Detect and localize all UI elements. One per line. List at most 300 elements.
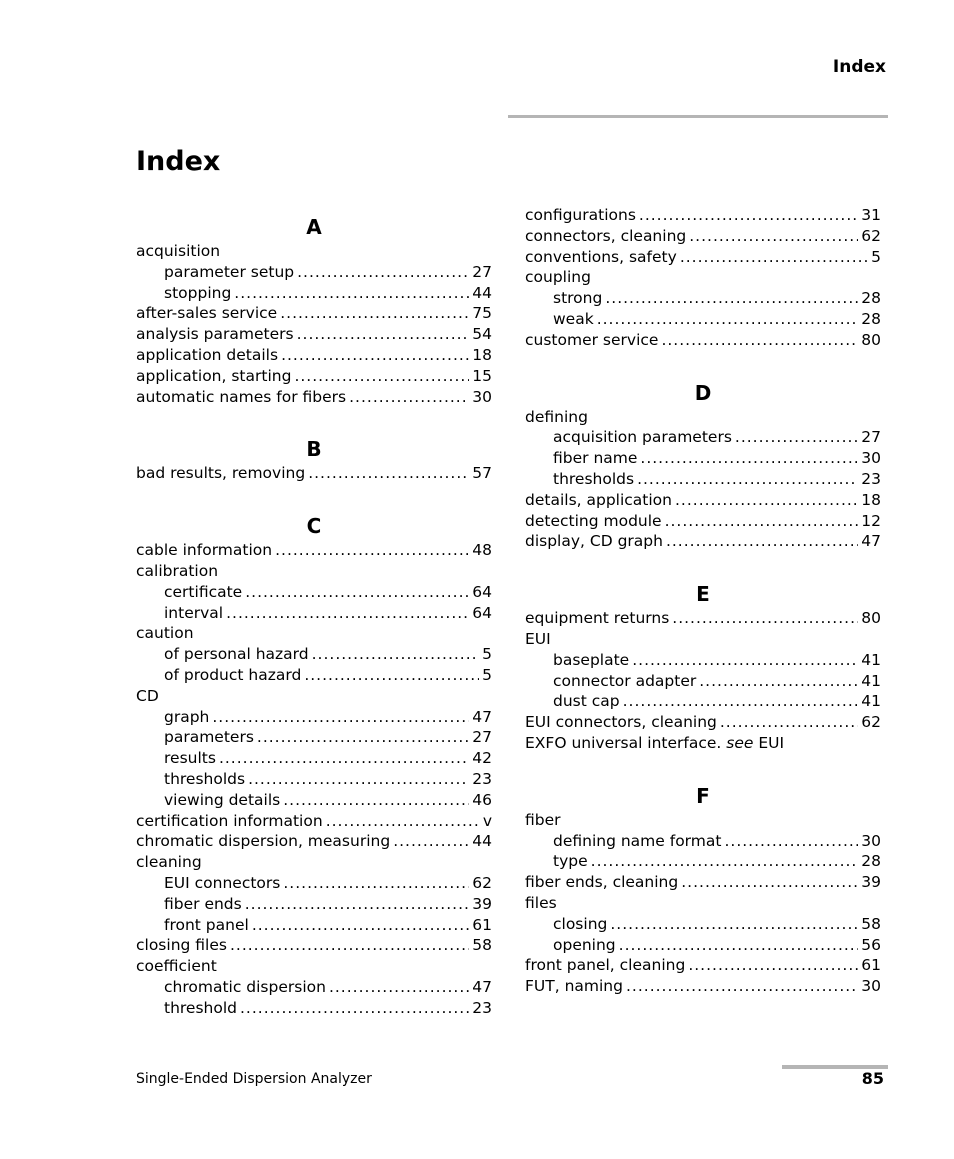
entry-term (164, 283, 231, 304)
page-ref: 27 (861, 428, 881, 447)
entry-text: interval (164, 603, 224, 622)
index-subentry (525, 469, 881, 490)
index-entry (525, 955, 881, 976)
page-ref: 62 (861, 226, 881, 245)
dot-leader (248, 769, 469, 790)
section-gap (136, 407, 492, 425)
entry-text: EUI connectors, cleaning (525, 713, 717, 732)
index-subentry (525, 427, 881, 448)
entry-text: results (164, 749, 216, 768)
dot-leader (626, 976, 858, 997)
index-entry (525, 733, 881, 754)
page-ref: 64 (472, 582, 492, 601)
entry-term (164, 603, 223, 624)
entry-text: defining (525, 407, 588, 426)
entry-term (525, 712, 717, 733)
page-ref: 80 (861, 330, 881, 349)
dot-leader (240, 998, 469, 1019)
index-entry (136, 956, 492, 977)
entry-term (136, 811, 323, 832)
entry-text: fiber name (553, 449, 638, 468)
entry-text: of personal hazard (164, 645, 309, 664)
entry-text: certificate (164, 582, 243, 601)
page-ref: 18 (861, 490, 881, 509)
entry-text: conventions, safety (525, 247, 677, 266)
index-entry (136, 623, 492, 644)
page-ref: 28 (861, 852, 881, 871)
entry-term (553, 650, 629, 671)
page-ref: 5 (482, 665, 492, 684)
entry-term (164, 644, 309, 665)
page-ref: 54 (472, 325, 492, 344)
dot-leader (640, 448, 858, 469)
index-entry (525, 205, 881, 226)
entry-text: application details (136, 345, 279, 364)
entry-text: type (553, 852, 588, 871)
index-section (525, 552, 881, 754)
entry-text: weak (553, 309, 594, 328)
index-subentry (136, 665, 492, 686)
entry-text: dust cap (553, 692, 620, 711)
page-ref: 23 (472, 998, 492, 1017)
page-title: Index (136, 146, 221, 177)
page-ref: 5 (482, 645, 492, 664)
index-subentry (136, 283, 492, 304)
index-section (136, 484, 492, 1018)
entry-term (553, 448, 637, 469)
index-entry (136, 324, 492, 345)
entry-term (525, 330, 658, 351)
index-entry (525, 226, 881, 247)
page-ref: 5 (871, 247, 881, 266)
dot-leader (681, 872, 858, 893)
index-entry (525, 267, 881, 288)
page-ref: 39 (861, 873, 881, 892)
index-entry (136, 831, 492, 852)
page-ref: v (482, 811, 492, 830)
entry-text: caution (136, 624, 194, 643)
index-entry (136, 561, 492, 582)
index-entry (525, 531, 881, 552)
index-section (136, 407, 492, 484)
page-ref: 58 (472, 936, 492, 955)
section-letter: C (306, 514, 322, 539)
page-ref: 41 (861, 650, 881, 669)
page-number: 85 (861, 1069, 884, 1088)
dot-leader (281, 345, 469, 366)
dot-leader (639, 205, 858, 226)
index-entry (525, 629, 881, 650)
entry-text: EUI connectors (164, 873, 281, 892)
index-subentry (136, 769, 492, 790)
entry-term (164, 582, 242, 603)
entry-term (136, 366, 291, 387)
entry-text: viewing details (164, 790, 281, 809)
header-rule (508, 115, 888, 118)
index-subentry (136, 582, 492, 603)
entry-term (136, 686, 159, 707)
index-column-right (525, 205, 881, 997)
index-subentry (525, 831, 881, 852)
page-ref: 30 (861, 977, 881, 996)
dot-leader (661, 330, 858, 351)
dot-leader (245, 894, 470, 915)
dot-leader (632, 650, 858, 671)
index-entry (136, 366, 492, 387)
dot-leader (308, 463, 469, 484)
entry-term (164, 769, 245, 790)
entry-text: graph (164, 707, 210, 726)
page-ref: 44 (472, 283, 492, 302)
entry-term (525, 490, 672, 511)
entry-term (525, 267, 591, 288)
dot-leader (280, 303, 469, 324)
dot-leader (610, 914, 858, 935)
dot-leader (297, 262, 469, 283)
page-ref: 46 (472, 790, 492, 809)
dot-leader (688, 955, 858, 976)
dot-leader (597, 309, 859, 330)
entry-text: CD (136, 686, 159, 705)
dot-leader (680, 247, 868, 268)
index-entry (525, 893, 881, 914)
see-label: see (726, 733, 754, 752)
index-subentry (136, 873, 492, 894)
entry-text: connector adapter (553, 671, 697, 690)
index-entry (136, 241, 492, 262)
entry-term (164, 998, 237, 1019)
index-entry (525, 712, 881, 733)
index-subentry (525, 691, 881, 712)
entry-text: closing files (136, 936, 227, 955)
dot-leader (666, 531, 858, 552)
index-subentry (525, 914, 881, 935)
dot-leader (226, 603, 469, 624)
entry-text: coefficient (136, 957, 217, 976)
index-column-left (136, 205, 492, 1019)
dot-leader (312, 644, 480, 665)
entry-term (525, 893, 557, 914)
index-entry (136, 387, 492, 408)
entry-term (164, 790, 280, 811)
running-head: Index (832, 57, 886, 77)
entry-term (553, 914, 607, 935)
dot-leader (349, 387, 469, 408)
index-subentry (525, 288, 881, 309)
entry-text: application, starting (136, 366, 292, 385)
page-ref: 61 (861, 956, 881, 975)
page-ref: 41 (861, 692, 881, 711)
entry-term (164, 665, 301, 686)
index-entry (525, 330, 881, 351)
dot-leader (393, 831, 469, 852)
index-entry (525, 247, 881, 268)
entry-term (525, 407, 588, 428)
entry-text: calibration (136, 561, 219, 580)
page-ref: 42 (472, 749, 492, 768)
entry-text: analysis parameters (136, 325, 294, 344)
dot-leader (297, 324, 470, 345)
entry-text: connectors, cleaning (525, 226, 687, 245)
entry-text: threshold (164, 998, 237, 1017)
entry-text: EXFO universal interface. (525, 733, 722, 752)
dot-leader (672, 608, 858, 629)
entry-text: files (525, 893, 557, 912)
index-entry (136, 935, 492, 956)
section-letter: F (696, 783, 710, 808)
entry-text: thresholds (553, 469, 635, 488)
entry-term (525, 247, 677, 268)
index-subentry (136, 748, 492, 769)
index-entry (136, 345, 492, 366)
dot-leader (252, 915, 469, 936)
entry-term (553, 671, 696, 692)
entry-term (136, 387, 346, 408)
index-subentry (136, 894, 492, 915)
entry-term (164, 873, 280, 894)
entry-term (553, 691, 620, 712)
index-entry (525, 407, 881, 428)
index-subentry (525, 650, 881, 671)
index-subentry (136, 707, 492, 728)
index-subentry (136, 727, 492, 748)
entry-term (136, 345, 278, 366)
entry-term (553, 427, 732, 448)
entry-term (553, 935, 616, 956)
entry-text: bad results, removing (136, 464, 306, 483)
dot-leader (623, 691, 859, 712)
page-ref: 23 (861, 469, 881, 488)
index-entry (525, 872, 881, 893)
entry-term (136, 561, 218, 582)
entry-text: chromatic dispersion, measuring (136, 832, 391, 851)
page-ref: 23 (472, 769, 492, 788)
entry-term (553, 288, 602, 309)
entry-text: front panel (164, 915, 249, 934)
index-entry (136, 540, 492, 561)
dot-leader (637, 469, 858, 490)
entry-text: EUI (525, 629, 551, 648)
section-gap (525, 552, 881, 570)
index-subentry (136, 998, 492, 1019)
page-ref: 80 (861, 609, 881, 628)
section-gap (525, 351, 881, 369)
entry-term (136, 852, 202, 873)
entry-term (136, 935, 227, 956)
entry-text: front panel, cleaning (525, 956, 686, 975)
entry-term (525, 955, 685, 976)
entry-term (164, 915, 249, 936)
entry-text: cleaning (136, 853, 202, 872)
section-letter: B (306, 437, 322, 462)
dot-leader (720, 712, 858, 733)
entry-text: baseplate (553, 650, 630, 669)
page-ref: 28 (861, 309, 881, 328)
index-entry (136, 686, 492, 707)
entry-text: detecting module (525, 511, 662, 530)
page-ref: 12 (861, 511, 881, 530)
entry-text: automatic names for fibers (136, 387, 347, 406)
index-entry (525, 490, 881, 511)
entry-term (525, 226, 686, 247)
entry-term (525, 733, 784, 754)
entry-text: fiber ends (164, 894, 242, 913)
entry-text: closing (553, 914, 608, 933)
entry-text: after-sales service (136, 304, 278, 323)
dot-leader (257, 727, 469, 748)
dot-leader (675, 490, 858, 511)
page-ref: 61 (472, 915, 492, 934)
dot-leader (619, 935, 859, 956)
entry-term (136, 956, 217, 977)
section-letter: D (694, 380, 712, 405)
dot-leader (329, 977, 469, 998)
entry-term (164, 894, 242, 915)
page-ref: 62 (861, 713, 881, 732)
entry-term (553, 469, 634, 490)
entry-text: parameter setup (164, 262, 295, 281)
entry-text: of product hazard (164, 665, 302, 684)
index-entry (136, 811, 492, 832)
entry-term (136, 540, 272, 561)
page-ref: 47 (472, 707, 492, 726)
dot-leader (735, 427, 858, 448)
dot-leader (326, 811, 480, 832)
index-subentry (136, 790, 492, 811)
page-ref: 28 (861, 289, 881, 308)
index-entry (525, 976, 881, 997)
entry-term (525, 205, 636, 226)
page-ref: 48 (472, 541, 492, 560)
index-subentry (525, 448, 881, 469)
entry-term (525, 531, 663, 552)
entry-term (164, 707, 209, 728)
page-ref: 47 (861, 532, 881, 551)
entry-text: FUT, naming (525, 977, 623, 996)
entry-term (553, 309, 594, 330)
entry-term (525, 511, 662, 532)
page-ref: 64 (472, 603, 492, 622)
footer-title: Single-Ended Dispersion Analyzer (136, 1071, 372, 1087)
index-subentry (525, 935, 881, 956)
entry-text: equipment returns (525, 609, 670, 628)
entry-text: fiber (525, 810, 561, 829)
entry-term (164, 727, 254, 748)
entry-text: details, application (525, 490, 672, 509)
entry-term (136, 463, 305, 484)
entry-text: defining name format (553, 831, 722, 850)
index-section (525, 205, 881, 351)
index-entry (136, 852, 492, 873)
index-subentry (525, 851, 881, 872)
dot-leader (212, 707, 469, 728)
entry-term (164, 748, 216, 769)
entry-text: opening (553, 935, 616, 954)
entry-text: strong (553, 289, 603, 308)
entry-text: cable information (136, 541, 273, 560)
entry-term (525, 810, 561, 831)
page-ref: 18 (472, 345, 492, 364)
page-ref: 31 (861, 206, 881, 224)
entry-term (553, 851, 588, 872)
section-letter: A (306, 215, 322, 239)
entry-term (525, 872, 678, 893)
entry-text: fiber ends, cleaning (525, 873, 679, 892)
see-target: EUI (758, 733, 785, 752)
dot-leader (230, 935, 469, 956)
dot-leader (591, 851, 859, 872)
dot-leader (689, 226, 858, 247)
index-subentry (136, 644, 492, 665)
entry-text: display, CD graph (525, 532, 663, 551)
dot-leader (245, 582, 469, 603)
entry-text: chromatic dispersion (164, 977, 326, 996)
index-subentry (525, 309, 881, 330)
page-ref: 44 (472, 832, 492, 851)
dot-leader (283, 873, 469, 894)
dot-leader (219, 748, 469, 769)
entry-text: acquisition (136, 242, 221, 260)
entry-term (136, 324, 294, 345)
page-ref: 27 (472, 728, 492, 747)
index-entry (136, 463, 492, 484)
entry-text: configurations (525, 206, 636, 224)
dot-leader (294, 366, 469, 387)
entry-term (164, 262, 294, 283)
entry-term (136, 623, 194, 644)
dot-leader (304, 665, 479, 686)
page-ref: 62 (472, 873, 492, 892)
page-ref: 56 (861, 935, 881, 954)
entry-text: parameters (164, 728, 254, 747)
entry-text: acquisition parameters (553, 428, 732, 447)
dot-leader (605, 288, 858, 309)
page-ref: 15 (472, 366, 492, 385)
dot-leader (234, 283, 469, 304)
page-ref: 39 (472, 894, 492, 913)
entry-term (164, 977, 326, 998)
index-section (525, 754, 881, 997)
index-entry (525, 810, 881, 831)
index-entry (136, 303, 492, 324)
index-subentry (136, 977, 492, 998)
entry-term (136, 831, 390, 852)
entry-term (136, 303, 277, 324)
page-ref: 58 (861, 914, 881, 933)
entry-text: customer service (525, 330, 659, 349)
entry-text: thresholds (164, 769, 246, 788)
dot-leader (275, 540, 469, 561)
index-entry (525, 511, 881, 532)
page-ref: 30 (861, 831, 881, 850)
entry-text: certification information (136, 811, 323, 830)
section-gap (136, 484, 492, 502)
entry-term (525, 976, 623, 997)
entry-term (525, 629, 551, 650)
page-ref: 41 (861, 671, 881, 690)
index-entry (525, 608, 881, 629)
index-subentry (136, 262, 492, 283)
dot-leader (724, 831, 858, 852)
page-ref: 30 (861, 449, 881, 468)
page-ref: 47 (472, 977, 492, 996)
dot-leader (699, 671, 858, 692)
section-gap (525, 754, 881, 772)
entry-text: stopping (164, 283, 232, 302)
entry-term (525, 608, 669, 629)
dot-leader (665, 511, 859, 532)
section-letter: E (696, 582, 710, 607)
